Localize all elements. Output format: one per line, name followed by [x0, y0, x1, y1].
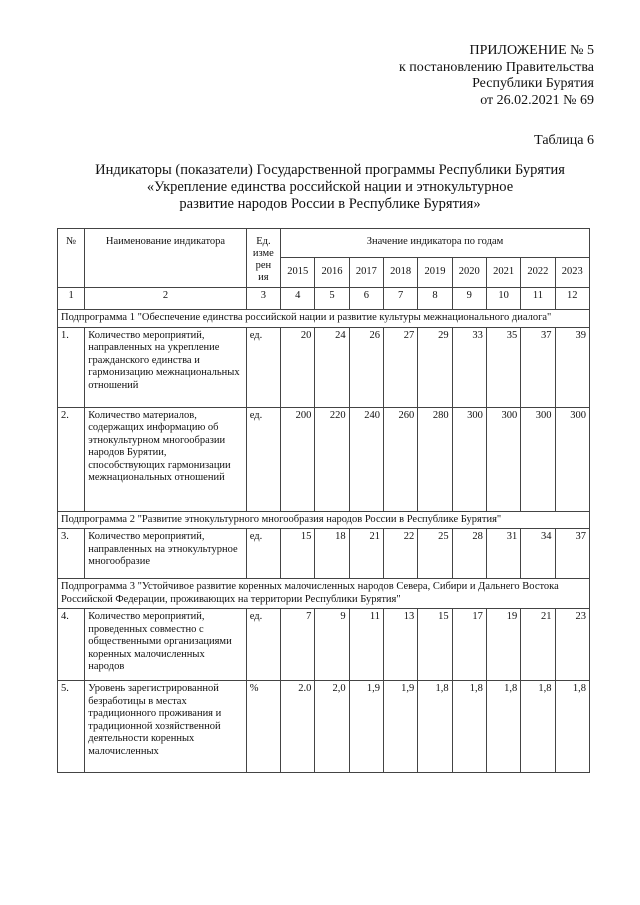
value-cell: 31: [486, 529, 520, 579]
appendix-line: Республики Бурятия: [472, 76, 594, 91]
value-cell: 1,8: [521, 681, 555, 773]
value-cell: 18: [315, 529, 349, 579]
year-header: 2015: [281, 258, 315, 288]
column-number: 8: [418, 288, 452, 310]
unit: ед.: [246, 327, 280, 407]
value-cell: 11: [349, 609, 383, 681]
value-cell: 27: [383, 327, 417, 407]
appendix-line: от 26.02.2021 № 69: [480, 92, 594, 108]
value-cell: 19: [486, 609, 520, 681]
subprogram-row: [58, 310, 590, 328]
value-cell: 1,8: [555, 681, 589, 773]
indicator-name: Количество мероприятий, направленных на укрепление гражданского единства и гармонизацию межнациональных отношений: [85, 327, 246, 407]
year-header: 2023: [555, 258, 589, 288]
column-number: 11: [521, 288, 555, 310]
document-title: [60, 162, 600, 213]
unit: ед.: [246, 609, 280, 681]
column-number: 10: [486, 288, 520, 310]
value-cell: 20: [281, 327, 315, 407]
unit: ед.: [246, 529, 280, 579]
subprogram-row: [58, 579, 590, 609]
value-cell: 23: [555, 609, 589, 681]
column-number: 5: [315, 288, 349, 310]
year-header: 2022: [521, 258, 555, 288]
column-number: 4: [281, 288, 315, 310]
subprogram-row: [58, 511, 590, 529]
value-cell: 34: [521, 529, 555, 579]
column-number: 3: [246, 288, 280, 310]
year-header: 2019: [418, 258, 452, 288]
title-line: «Укрепление единства российской нации и этнокультурное: [146, 179, 514, 195]
indicator-name: Уровень зарегистрированной безработицы в местах традиционного проживания и традиционной хозяйственной деятельности коренных малочисленных: [85, 681, 246, 773]
appendix-header: [399, 43, 594, 109]
value-cell: 25: [418, 529, 452, 579]
col-unit-header: Ед. изме рен ия: [246, 229, 280, 288]
header-row: [58, 229, 590, 258]
value-cell: 26: [349, 327, 383, 407]
column-number: 12: [555, 288, 589, 310]
col-name-header: Наименование индикатора: [85, 229, 246, 288]
value-cell: 7: [281, 609, 315, 681]
row-number: 1.: [58, 327, 85, 407]
title-line: Индикаторы (показатели) Государственной программы Республики Бурятия: [95, 162, 565, 178]
value-cell: 2.0: [281, 681, 315, 773]
value-cell: 28: [452, 529, 486, 579]
value-cell: 24: [315, 327, 349, 407]
value-cell: 37: [521, 327, 555, 407]
value-cell: 21: [521, 609, 555, 681]
value-cell: 13: [383, 609, 417, 681]
value-cell: 1,8: [418, 681, 452, 773]
table-row: [58, 529, 590, 579]
value-cell: 220: [315, 407, 349, 511]
value-cell: 9: [315, 609, 349, 681]
value-cell: 1,8: [486, 681, 520, 773]
row-number: 2.: [58, 407, 85, 511]
appendix-line: к постановлению Правительства: [398, 59, 594, 75]
appendix-line: ПРИЛОЖЕНИЕ № 5: [469, 43, 594, 58]
year-header: 2017: [349, 258, 383, 288]
value-cell: 35: [486, 327, 520, 407]
value-cell: 39: [555, 327, 589, 407]
indicators-table: [57, 228, 590, 773]
value-cell: 280: [418, 407, 452, 511]
value-cell: 21: [349, 529, 383, 579]
value-cell: 15: [418, 609, 452, 681]
year-header: 2020: [452, 258, 486, 288]
column-number: 9: [452, 288, 486, 310]
column-number: 7: [383, 288, 417, 310]
value-cell: 22: [383, 529, 417, 579]
table-row: [58, 407, 590, 511]
row-number: 5.: [58, 681, 85, 773]
indicator-name: Количество мероприятий, проведенных совместно с общественными организациями коренных малочисленных народов: [85, 609, 246, 681]
col-no-header: №: [58, 229, 85, 288]
row-number: 3.: [58, 529, 85, 579]
value-cell: 1,8: [452, 681, 486, 773]
unit: ед.: [246, 407, 280, 511]
unit: %: [246, 681, 280, 773]
column-number: 1: [58, 288, 85, 310]
subprogram-title: Подпрограмма 3 "Устойчивое развитие коренных малочисленных народов Севера, Сибири и Дальнего Востока Российской Федерации, проживающих на территории Республики Бурятия": [58, 579, 590, 609]
column-numbers-row: [58, 288, 590, 310]
value-cell: 29: [418, 327, 452, 407]
value-cell: 300: [521, 407, 555, 511]
column-number: 2: [85, 288, 246, 310]
value-cell: 240: [349, 407, 383, 511]
table-row: [58, 327, 590, 407]
year-header: 2021: [486, 258, 520, 288]
value-cell: 300: [555, 407, 589, 511]
row-number: 4.: [58, 609, 85, 681]
table-label: Таблица 6: [534, 133, 594, 148]
value-cell: 1,9: [349, 681, 383, 773]
value-cell: 37: [555, 529, 589, 579]
value-cell: 260: [383, 407, 417, 511]
subprogram-title: Подпрограмма 2 "Развитие этнокультурного многообразия народов России в Республике Бурятия": [58, 511, 590, 529]
value-cell: 300: [486, 407, 520, 511]
value-cell: 17: [452, 609, 486, 681]
value-cell: 1,9: [383, 681, 417, 773]
value-cell: 15: [281, 529, 315, 579]
indicator-name: Количество мероприятий, направленных на этнокультурное многообразие: [85, 529, 246, 579]
value-cell: 300: [452, 407, 486, 511]
column-number: 6: [349, 288, 383, 310]
year-header: 2018: [383, 258, 417, 288]
value-cell: 2,0: [315, 681, 349, 773]
table-row: [58, 681, 590, 773]
value-cell: 33: [452, 327, 486, 407]
subprogram-title: Подпрограмма 1 "Обеспечение единства российской нации и развитие культуры межнационального диалога": [58, 310, 590, 328]
year-header: 2016: [315, 258, 349, 288]
title-line: развитие народов России в Республике Бурятия»: [179, 196, 481, 212]
value-cell: 200: [281, 407, 315, 511]
indicator-name: Количество материалов, содержащих информацию об этнокультурном многообразии народов Бурятии, способствующих гармонизации межнациональных отношений: [85, 407, 246, 511]
col-values-header: Значение индикатора по годам: [281, 229, 590, 258]
table-row: [58, 609, 590, 681]
